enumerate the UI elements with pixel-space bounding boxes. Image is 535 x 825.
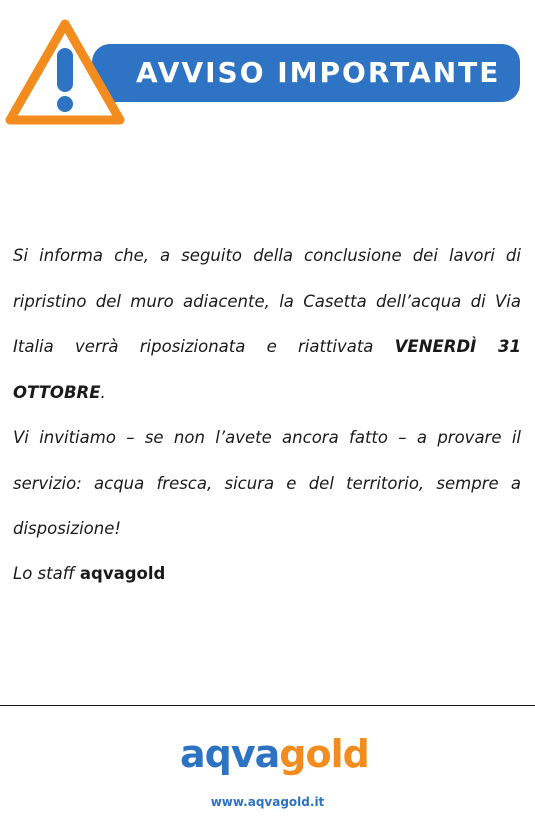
notice-paragraph-2: Vi invitiamo – se non l’avete ancora fatto – a provare il servizio: acqua fresca, sicura e del territorio, sempre a disposizione! [13,428,521,538]
notice-text: Si informa che, a seguito della conclusione dei lavori di ripristino del muro adiacente, la Casetta dell’acqua di Via Italia verrà riposizionata e riattivata [13,246,521,356]
notice-paragraph-1 [13,233,521,415]
logo-part-gold: gold [279,732,369,776]
footer-divider [0,705,535,706]
page-title: AVVISO IMPORTANTE [136,56,501,89]
notice-period: . [100,382,106,402]
logo-part-aqva: aqva [180,732,280,776]
reopening-date: VENERDÌ 31 OTTOBRE [13,337,522,402]
signature-brand: aqvagold [79,564,166,583]
signature-prefix: Lo staff [13,564,80,583]
signature [13,551,165,596]
aqvagold-logo [180,728,369,780]
header [0,0,535,135]
notice-body [13,233,521,552]
warning-triangle-icon [2,16,128,130]
website-link[interactable]: www.aqvagold.it [210,795,325,809]
